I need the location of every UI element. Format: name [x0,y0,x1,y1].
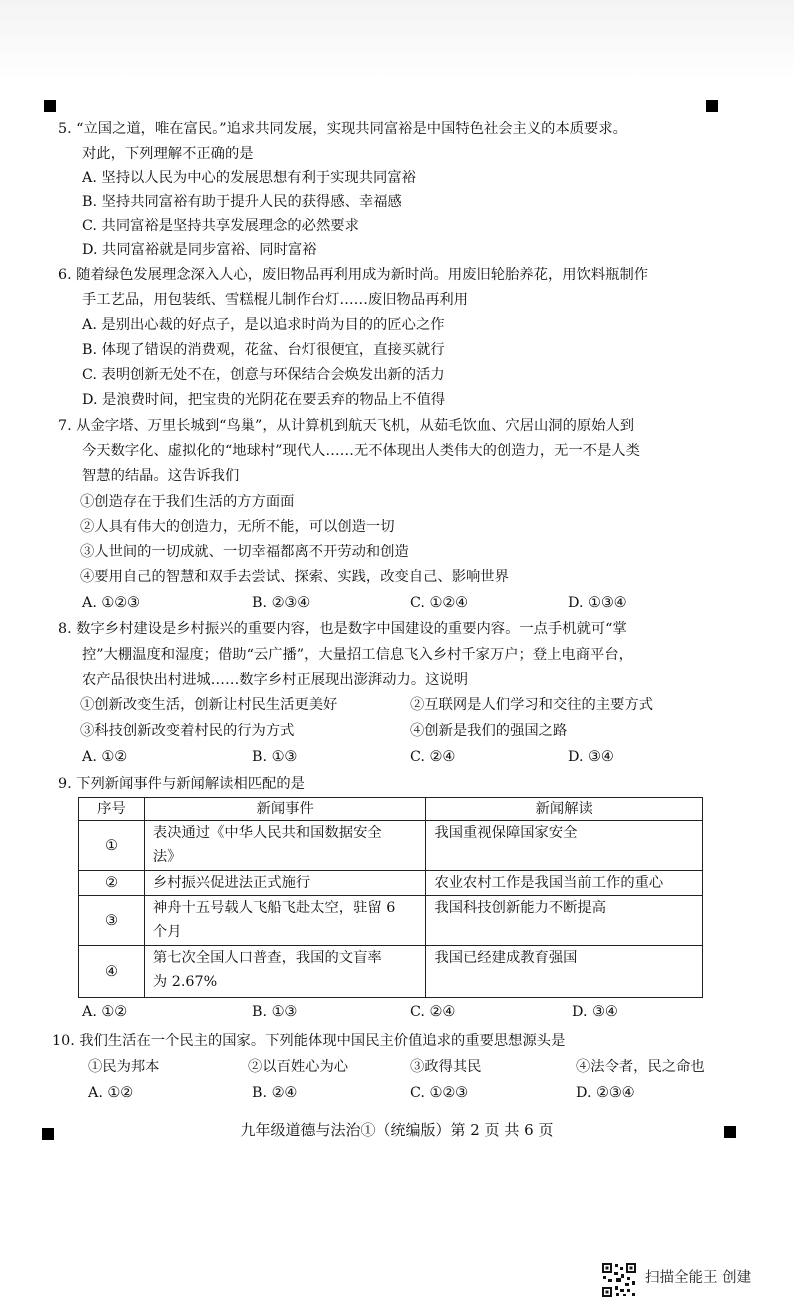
question-6-stem-cont: 手工艺品，用包装纸、雪糕棍儿制作台灯……废旧物品再利用 [82,292,469,308]
row-number: ② [79,871,145,896]
question-7-statement-3: ③人世间的一切成就、一切幸福都离不开劳动和创造 [80,544,409,560]
question-6-option-d: D. 是浪费时间，把宝贵的光阴花在要丢弃的物品上不值得 [82,392,446,408]
row-event [144,896,426,946]
question-10-statements [80,1055,740,1079]
question-7-stem: 7. 从金字塔、万里长城到“鸟巢”，从计算机到航天飞机，从茹毛饮血、穴居山洞的原始人到 [58,418,635,434]
question-8-statement-4: ④创新是我们的强国之路 [410,723,568,739]
question-7-statement-2: ②人具有伟大的创造力，无所不能，可以创造一切 [80,519,395,535]
table-header-row [79,798,703,821]
header-news-event: 新闻事件 [144,798,426,821]
table-row [79,896,703,946]
question-7-stem-cont-2: 智慧的结晶。这告诉我们 [82,468,240,484]
question-8-stem: 8. 数字乡村建设是乡村振兴的重要内容，也是数字中国建设的重要内容。一点手机就可“掌 [58,621,627,637]
row-reading: 我国重视保障国家安全 [426,821,703,871]
question-7-stem-cont-1: 今天数字化、虚拟化的“地球村”现代人……无不体现出人类伟大的创造力，无一不是人类 [82,443,640,459]
choice-b: B. ②③④ [252,595,311,611]
choice-c: C. ②④ [410,749,456,765]
question-10-choices [80,1081,680,1105]
choice-d: D. ③④ [572,1004,618,1020]
question-6-stem: 6. 随着绿色发展理念深入人心，废旧物品再利用成为新时尚。用废旧轮胎养花，用饮料瓶制作 [58,267,649,283]
question-8-statement-2: ②互联网是人们学习和交往的主要方式 [410,697,654,713]
row-event-line: 神舟十五号载人飞船飞赴太空，驻留 6 [152,900,396,916]
registration-mark-top-right [706,100,718,112]
row-event [144,821,426,871]
table-row [79,821,703,871]
row-reading: 农业农村工作是我国当前工作的重心 [426,871,703,896]
scanner-watermark-label: 扫描全能王 创建 [645,1270,752,1286]
choice-b: B. ②④ [252,1085,298,1101]
question-5-stem: 5. “立国之道，唯在富民。”追求共同发展，实现共同富裕是中国特色社会主义的本质要求。 [58,121,627,137]
choice-b: B. ①③ [252,1004,298,1020]
header-news-reading: 新闻解读 [426,798,703,821]
row-reading: 我国科技创新能力不断提高 [426,896,703,946]
question-8-choices [80,745,680,769]
question-5-option-c: C. 共同富裕是坚持共享发展理念的必然要求 [82,218,359,234]
question-5-option-d: D. 共同富裕就是同步富裕、同时富裕 [82,242,317,258]
table-row [79,946,703,998]
choice-d: D. ③④ [568,749,614,765]
question-8-statement-3: ③科技创新改变着村民的行为方式 [80,723,295,739]
table-row [79,871,703,896]
question-6-option-b: B. 体现了错误的消费观，花盆、台灯很便宜，直接买就行 [82,342,445,358]
row-event: 乡村振兴促进法正式施行 [144,871,426,896]
header-number: 序号 [79,798,145,821]
choice-a: A. ①②③ [82,595,140,611]
choice-c: C. ①②④ [410,595,468,611]
choice-c: C. ①②③ [410,1085,468,1101]
choice-d: D. ②③④ [576,1085,635,1101]
scan-shadow-band [0,0,794,78]
question-5-option-b: B. 坚持共同富裕有助于提升人民的获得感、幸福感 [82,194,402,210]
choice-c: C. ②④ [410,1004,456,1020]
question-6-option-c: C. 表明创新无处不在，创意与环保结合会焕发出新的活力 [82,367,445,383]
statement-1: ①民为邦本 [88,1059,160,1075]
choice-b: B. ①③ [252,749,298,765]
row-event-line: 表决通过《中华人民共和国数据安全 [152,825,382,841]
row-event-line: 法》 [152,849,182,865]
question-7-choices [80,591,680,615]
question-8-stem-cont-2: 农产品很快出村进城……数字乡村正展现出澎湃动力。这说明 [82,672,469,688]
row-number: ④ [79,946,145,998]
question-5-stem-cont: 对此，下列理解不正确的是 [82,146,254,162]
choice-a: A. ①② [88,1085,134,1101]
statement-2: ②以百姓心为心 [248,1059,349,1075]
registration-mark-top-left [44,100,56,112]
question-9-choices [80,1000,680,1024]
row-reading: 我国已经建成教育强国 [426,946,703,998]
question-6-option-a: A. 是别出心裁的好点子，是以追求时尚为目的的匠心之作 [82,317,445,333]
row-event-line: 为 2.67% [152,974,218,990]
row-number: ① [79,821,145,871]
question-8-stem-cont-1: 控”大棚温度和湿度；借助“云广播”，大量招工信息飞入乡村千家万户；登上电商平台， [82,647,633,663]
page-footer: 九年级道德与法治①（统编版）第 2 页 共 6 页 [240,1121,554,1139]
question-7-statement-1: ①创造存在于我们生活的方方面面 [80,494,295,510]
question-5-option-a: A. 坚持以人民为中心的发展思想有利于实现共同富裕 [82,170,416,186]
question-7-statement-4: ④要用自己的智慧和双手去尝试、探索、实践，改变自己、影响世界 [80,569,509,585]
choice-a: A. ①② [82,749,128,765]
news-table [78,797,703,998]
row-number: ③ [79,896,145,946]
choice-a: A. ①② [82,1004,128,1020]
question-8-statement-1: ①创新改变生活，创新让村民生活更美好 [80,697,338,713]
row-event [144,946,426,998]
statement-3: ③政得其民 [410,1059,482,1075]
question-9-stem: 9. 下列新闻事件与新闻解读相匹配的是 [58,776,305,792]
statement-4: ④法令者，民之命也 [576,1059,705,1075]
row-event-line: 个月 [152,924,182,940]
row-event-line: 第七次全国人口普查，我国的文盲率 [152,950,382,966]
question-10-stem: 10. 我们生活在一个民主的国家。下列能体现中国民主价值追求的重要思想源头是 [52,1033,566,1049]
choice-d: D. ①③④ [568,595,627,611]
qr-code-icon [601,1262,637,1298]
